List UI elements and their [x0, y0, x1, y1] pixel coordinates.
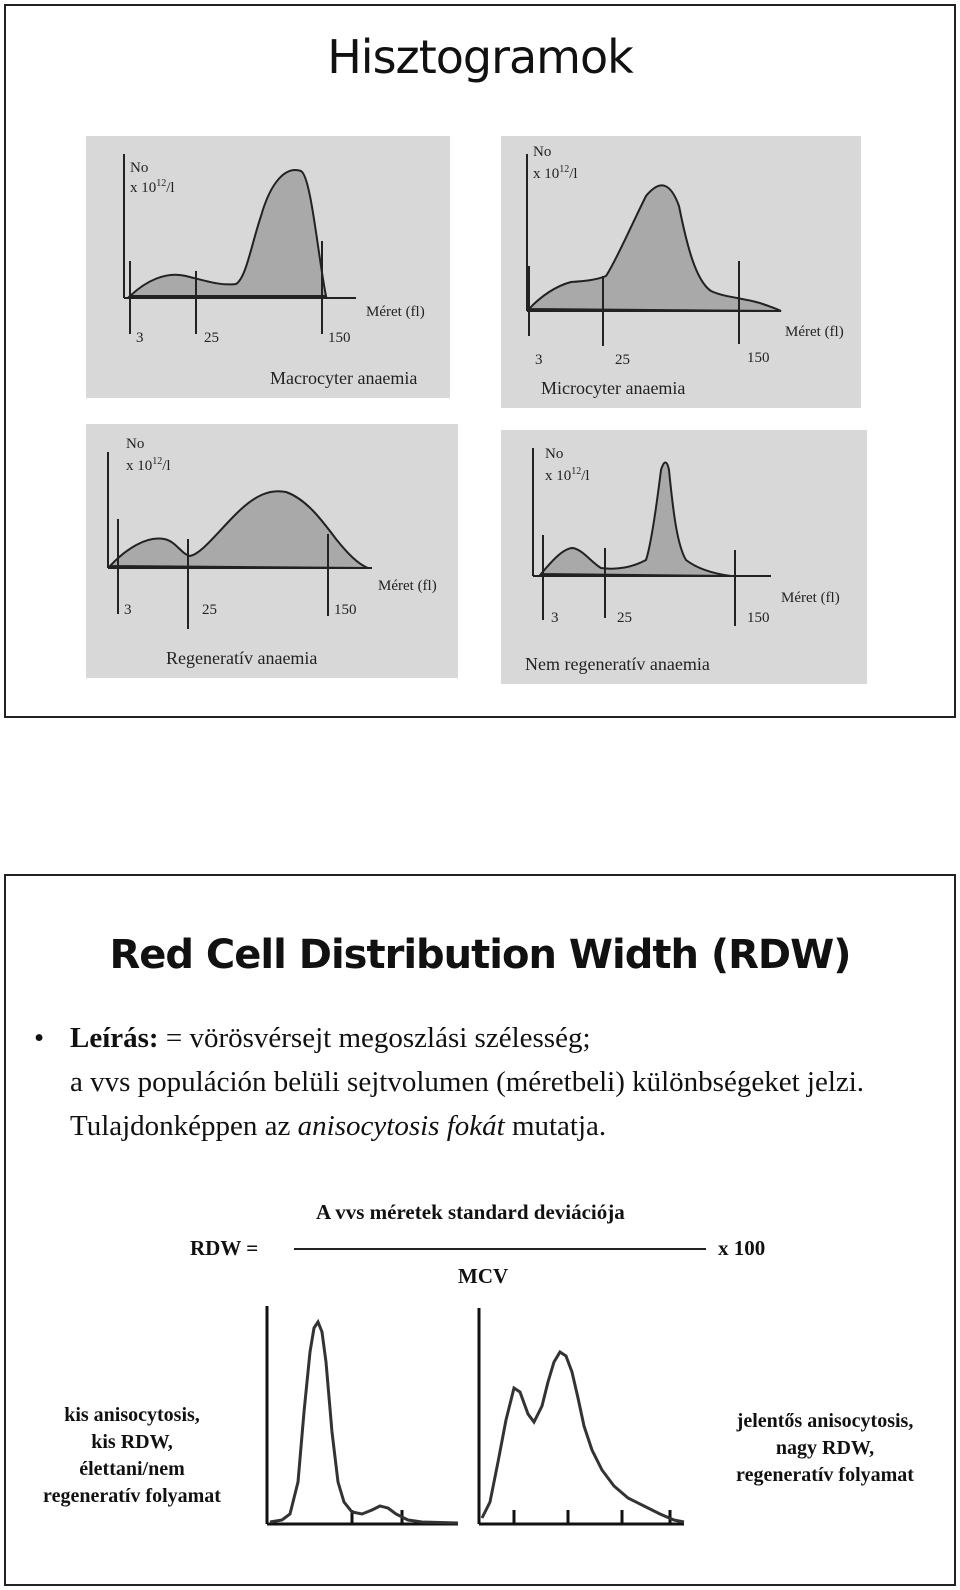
tick-label: 25 — [204, 330, 219, 346]
tick-label: 150 — [747, 350, 770, 366]
caption-line: kis RDW, — [91, 1431, 173, 1453]
description-text-1: = vörösvérsejt megoszlási szélesség; — [158, 1022, 591, 1054]
histogram-nem-regenerativ — [501, 430, 867, 684]
panel-caption: Nem regeneratív anaemia — [525, 654, 710, 674]
histogram-microcyter — [501, 136, 861, 408]
histogram-photo-microcyter — [501, 136, 861, 408]
histogram-macrocyter — [86, 136, 450, 398]
histogram-photo-nem-regenerativ — [501, 430, 867, 684]
small-rdw-caption — [12, 1402, 252, 1510]
ylabel-line1: No — [126, 436, 145, 452]
formula-multiplier: x 100 — [718, 1236, 766, 1260]
bullet-marker: • — [34, 1022, 45, 1054]
histogram-photo-macrocyter — [86, 136, 450, 398]
tick-label: 3 — [136, 330, 144, 346]
histogram-regenerativ — [86, 424, 458, 678]
formula-lhs: RDW = — [190, 1236, 259, 1260]
caption-line: regeneratív folyamat — [736, 1464, 914, 1486]
tick-label: 3 — [551, 610, 559, 626]
formula-numerator: A vvs méretek standard deviációja — [316, 1200, 625, 1224]
formula-denominator: MCV — [458, 1264, 509, 1288]
slide-title: Red Cell Distribution Width (RDW) — [109, 932, 851, 978]
histogram-photo-regenerativ — [86, 424, 458, 678]
ylabel-line1: No — [130, 160, 149, 176]
panel-caption: Regeneratív anaemia — [166, 648, 318, 668]
narrow-distribution-curve — [262, 1302, 462, 1532]
slide-rdw — [4, 874, 956, 1586]
fraction-line — [294, 1248, 706, 1250]
tick-label: 3 — [535, 352, 543, 368]
ylabel-line2: x $10^{12}/l$ — [545, 466, 590, 484]
ylabel-line1: No — [533, 144, 552, 160]
xlabel: Méret (fl) — [366, 304, 425, 320]
caption-line: élettani/nem — [79, 1458, 185, 1480]
caption-line: regeneratív folyamat — [43, 1485, 221, 1507]
xlabel: Méret (fl) — [785, 324, 844, 340]
slide-histograms — [4, 4, 956, 718]
tick-label: 150 — [328, 330, 351, 346]
tick-label: 25 — [615, 352, 630, 368]
wide-distribution-curve — [474, 1302, 689, 1532]
tick-label: 25 — [617, 610, 632, 626]
description-paragraph — [44, 1016, 924, 1148]
caption-line: nagy RDW, — [775, 1437, 875, 1459]
rdw-formula — [6, 1196, 954, 1286]
description-label: Leírás: — [70, 1022, 159, 1054]
ylabel-line2: x $10^{12}/l$ — [130, 178, 175, 196]
tick-label: 25 — [202, 602, 217, 618]
description-text-2: a vvs populáción belüli sejtvolumen (méretbeli) különbségeket jelzi. Tulajdonképpen az — [70, 1066, 865, 1142]
ylabel-line2: x $10^{12}/l$ — [533, 164, 578, 182]
tick-label: 3 — [124, 602, 132, 618]
ylabel-line1: No — [545, 446, 564, 462]
tick-label: 150 — [747, 610, 770, 626]
xlabel: Méret (fl) — [781, 590, 840, 606]
caption-line: jelentős anisocytosis, — [736, 1410, 914, 1432]
xlabel: Méret (fl) — [378, 578, 437, 594]
description-italic: anisocytosis fokát — [297, 1110, 505, 1142]
caption-line: kis anisocytosis, — [64, 1404, 200, 1426]
description-text-3: mutatja. — [504, 1110, 607, 1142]
ylabel-line2: x $10^{12}/l$ — [126, 456, 171, 474]
large-rdw-caption — [696, 1408, 954, 1489]
panel-caption: Microcyter anaemia — [541, 378, 686, 398]
slide-title: Hisztogramok — [327, 30, 633, 84]
panel-caption: Macrocyter anaemia — [270, 368, 418, 388]
tick-label: 150 — [334, 602, 357, 618]
